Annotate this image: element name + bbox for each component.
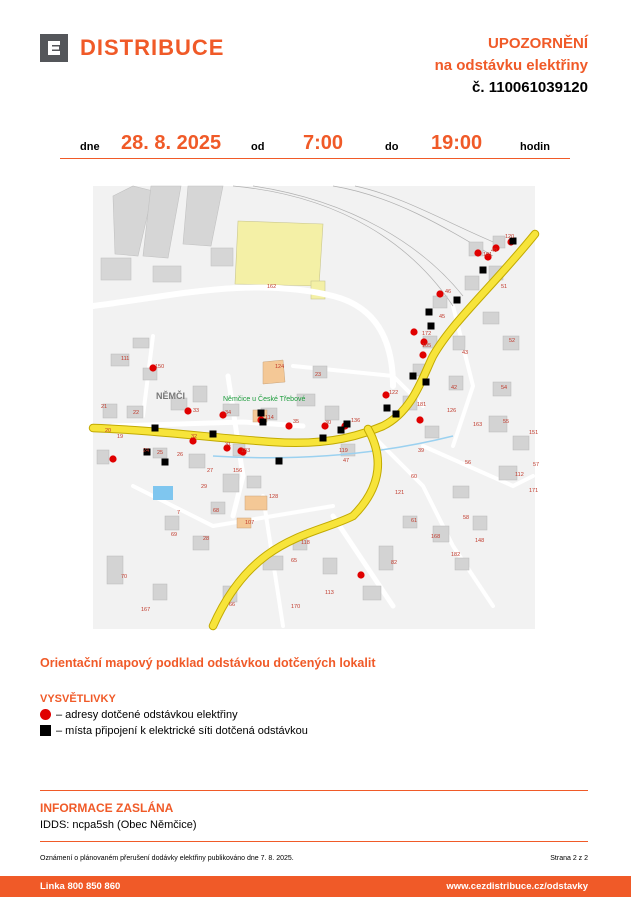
- connection-point-marker: [410, 373, 417, 380]
- house-number-label: 181: [417, 402, 427, 408]
- village-label: NĚMČI: [156, 391, 185, 401]
- outage-address-marker: [357, 571, 364, 578]
- house-number-label: 103: [241, 448, 251, 454]
- connection-point-marker: [344, 421, 351, 428]
- house-number-label: 65: [291, 558, 298, 564]
- house-number-label: 126: [447, 408, 457, 414]
- connection-point-marker: [480, 267, 487, 274]
- house-number-label: 150: [155, 364, 165, 370]
- hotline[interactable]: Linka 800 850 860: [40, 881, 121, 892]
- to-label: do: [385, 141, 399, 153]
- house-number-label: 101: [483, 252, 493, 258]
- notice-number: č. 110061039120: [472, 79, 588, 96]
- connection-point-marker: [210, 431, 217, 438]
- house-number-label: 172: [422, 331, 432, 337]
- from-time: 7:00: [303, 132, 344, 154]
- house-number-label: 55: [503, 419, 510, 425]
- from-label: od: [251, 141, 265, 153]
- house-number-label: 28: [203, 536, 210, 542]
- house-number-label: 105: [422, 343, 432, 349]
- house-number-label: 26: [177, 452, 184, 458]
- house-number-label: 151: [529, 430, 539, 436]
- house-number-label: 43: [462, 350, 469, 356]
- house-number-label: 45: [439, 314, 446, 320]
- house-number-label: 66: [229, 602, 236, 608]
- house-number-label: 49: [491, 248, 498, 254]
- house-number-label: 121: [395, 490, 405, 496]
- house-number-label: 128: [269, 494, 279, 500]
- house-number-label: 182: [451, 552, 461, 558]
- cez-logo-icon: [40, 34, 68, 62]
- connection-point-marker: [393, 411, 400, 418]
- house-number-label: 111: [121, 356, 130, 362]
- connection-point-marker: [428, 323, 435, 330]
- connection-point-marker: [426, 309, 433, 316]
- outage-address-marker: [416, 416, 423, 423]
- house-number-label: 51: [501, 284, 508, 290]
- hours-label: hodin: [520, 141, 550, 153]
- legend-item-address: [40, 709, 238, 721]
- outage-address-marker: [285, 422, 292, 429]
- outage-map: [93, 186, 540, 629]
- connection-point-marker: [162, 459, 169, 466]
- schedule-row: [60, 130, 570, 159]
- house-number-label: 42: [451, 385, 458, 391]
- brand-name: DISTRIBUCE: [80, 35, 225, 60]
- house-number-label: 82: [391, 560, 398, 566]
- house-number-label: 34: [225, 410, 232, 416]
- divider: [40, 790, 588, 791]
- house-number-label: 118: [301, 540, 310, 546]
- house-number-label: 163: [473, 422, 483, 428]
- house-number-label: 70: [121, 574, 128, 580]
- legend-label: – místa připojení k elektrické síti dotčená odstávkou: [56, 725, 308, 737]
- house-number-label: 69: [171, 532, 178, 538]
- house-number-label: 119: [339, 448, 348, 454]
- house-number-label: 107: [245, 520, 255, 526]
- connection-point-marker: [454, 297, 461, 304]
- house-number-label: 39: [418, 448, 425, 454]
- house-number-label: 162: [267, 284, 277, 290]
- house-number-label: 167: [141, 607, 151, 613]
- house-number-label: 47: [343, 458, 350, 464]
- house-number-label: 156: [233, 468, 243, 474]
- house-number-label: 46: [445, 289, 452, 295]
- connection-point-marker: [276, 458, 283, 465]
- place-label: Němčice u České Třebové: [223, 396, 306, 403]
- house-number-label: 122: [389, 390, 399, 396]
- house-number-label: 60: [411, 474, 418, 480]
- outage-address-marker: [109, 455, 116, 462]
- map-caption: Orientační mapový podklad odstávkou dotčených lokalit: [40, 656, 376, 670]
- house-number-label: 114: [265, 415, 274, 421]
- house-number-label: 30: [325, 420, 332, 426]
- house-number-label: 57: [533, 462, 540, 468]
- house-number-label: 27: [207, 468, 214, 474]
- connection-point-marker: [152, 425, 159, 432]
- published-note: Oznámení o plánovaném přerušení dodávky elektřiny publikováno dne 7. 8. 2025.: [40, 855, 294, 862]
- outage-address-marker: [474, 249, 481, 256]
- house-number-label: 171: [529, 488, 539, 494]
- house-number-label: 29: [201, 484, 208, 490]
- connection-point-marker: [338, 427, 345, 434]
- house-number-label: 124: [275, 364, 285, 370]
- outage-address-marker: [419, 351, 426, 358]
- house-number-label: 24: [143, 448, 150, 454]
- connection-point-marker: [423, 379, 430, 386]
- house-number-label: 54: [501, 385, 508, 391]
- house-number-label: 168: [431, 534, 441, 540]
- website-link[interactable]: www.cezdistribuce.cz/odstavky: [446, 881, 588, 892]
- connection-point-marker: [320, 435, 327, 442]
- house-number-label: 112: [515, 472, 524, 478]
- house-number-label: 22: [133, 410, 140, 416]
- house-number-label: 25: [157, 450, 164, 456]
- black-square-icon: [40, 725, 51, 736]
- house-number-label: 35: [293, 419, 300, 425]
- to-time: 19:00: [431, 132, 483, 154]
- house-number-label: 52: [509, 338, 516, 344]
- house-number-label: 7: [177, 510, 181, 516]
- house-number-label: 136: [351, 418, 361, 424]
- info-title: INFORMACE ZASLÁNA: [40, 801, 174, 815]
- house-number-label: 170: [291, 604, 301, 610]
- red-dot-icon: [40, 709, 51, 720]
- house-number-label: 56: [465, 460, 472, 466]
- house-number-label: 58: [463, 515, 470, 521]
- footer-bar: [0, 876, 631, 897]
- house-number-label: 20: [105, 428, 112, 434]
- info-recipient: IDDS: ncpa5sh (Obec Němčice): [40, 819, 197, 831]
- connection-point-marker: [384, 405, 391, 412]
- notice-subtitle: na odstávku elektřiny: [434, 57, 588, 74]
- house-number-label: 148: [475, 538, 485, 544]
- legend-label: – adresy dotčené odstávkou elektřiny: [56, 709, 238, 721]
- house-number-label: 32: [191, 434, 198, 440]
- house-number-label: 61: [411, 518, 418, 524]
- connection-point-marker: [258, 410, 265, 417]
- house-number-label: 21: [101, 404, 108, 410]
- notice-title: UPOZORNĚNÍ: [487, 35, 588, 52]
- legend-title: VYSVĚTLIVKY: [40, 693, 116, 705]
- outage-address-marker: [184, 407, 191, 414]
- house-number-label: 120: [505, 234, 515, 240]
- outage-date: 28. 8. 2025: [121, 132, 222, 154]
- house-number-label: 23: [315, 372, 322, 378]
- house-number-label: 31: [225, 442, 232, 448]
- outage-address-marker: [410, 328, 417, 335]
- outage-address-marker: [436, 290, 443, 297]
- divider: [40, 841, 588, 842]
- house-number-label: 68: [213, 508, 220, 514]
- house-number-label: 113: [325, 590, 334, 596]
- house-number-label: 19: [117, 434, 124, 440]
- legend-item-connection: [40, 725, 308, 737]
- house-number-label: 33: [193, 408, 200, 414]
- page-number: Strana 2 z 2: [550, 855, 588, 862]
- day-label: dne: [80, 141, 100, 153]
